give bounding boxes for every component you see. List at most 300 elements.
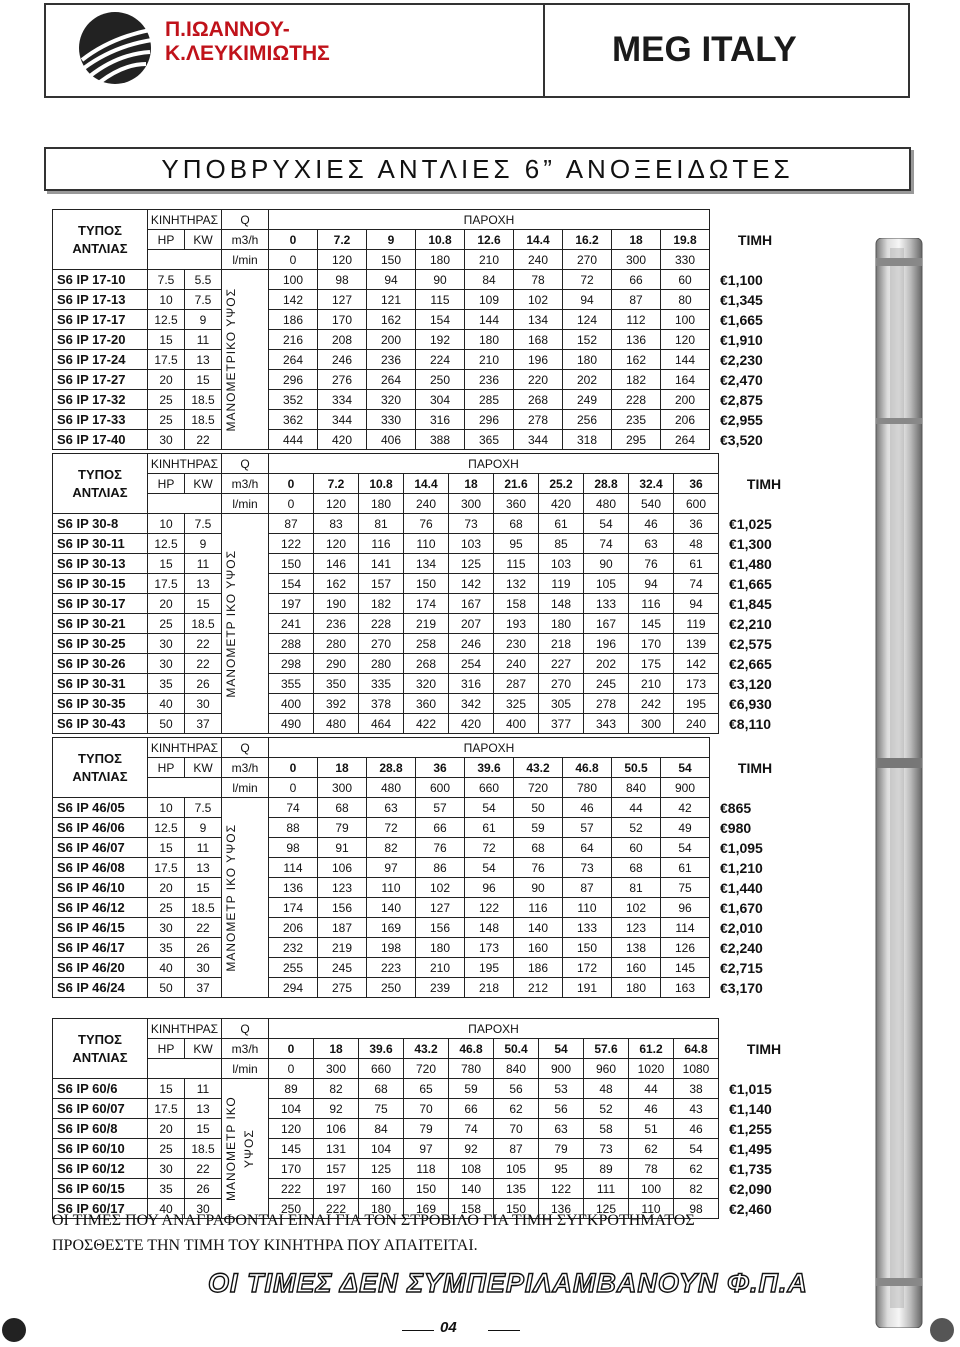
head-value: 174 xyxy=(404,594,449,614)
head-value: 270 xyxy=(539,674,584,694)
m3h-unit: m3/h xyxy=(222,474,269,494)
head-value: 258 xyxy=(404,634,449,654)
euro-icon: € xyxy=(720,431,728,448)
flow-lmin-value: 780 xyxy=(563,778,612,798)
head-value: 87 xyxy=(563,878,612,898)
head-value: 305 xyxy=(539,694,584,714)
head-value: 154 xyxy=(269,574,314,594)
head-value: 246 xyxy=(318,350,367,370)
head-value: 96 xyxy=(465,878,514,898)
hp-cell: 15 xyxy=(148,330,185,350)
table-row xyxy=(53,390,801,410)
head-value: 116 xyxy=(629,594,674,614)
price-cell xyxy=(710,390,801,410)
kw-cell: 9 xyxy=(185,818,222,838)
head-label: ΜΑΝΟΜΕΤΡΙΚΟ ΥΨΟΣ xyxy=(224,287,238,432)
head-label-cell xyxy=(222,270,269,450)
table-row xyxy=(53,898,801,918)
model-cell: S6 IP 30-35 xyxy=(53,694,148,714)
head-value: 100 xyxy=(629,1179,674,1199)
price-cell xyxy=(710,290,801,310)
head-value: 46 xyxy=(674,1119,719,1139)
table-row xyxy=(53,938,801,958)
price-value: 3,120 xyxy=(736,675,772,692)
head-value: 400 xyxy=(494,714,539,734)
price-cell xyxy=(710,878,801,898)
head-value: 64 xyxy=(563,838,612,858)
head-value: 94 xyxy=(563,290,612,310)
table-header-row xyxy=(53,210,801,230)
hp-header: HP xyxy=(148,1039,185,1059)
head-value: 256 xyxy=(563,410,612,430)
head-value: 167 xyxy=(449,594,494,614)
hp-cell: 40 xyxy=(148,1199,185,1219)
kw-cell: 13 xyxy=(185,858,222,878)
head-value: 197 xyxy=(269,594,314,614)
head-value: 170 xyxy=(269,1159,314,1179)
price-cell xyxy=(719,714,810,734)
flow-lmin-value: 300 xyxy=(449,494,494,514)
hp-cell: 35 xyxy=(148,938,185,958)
flow-m3h-value: 28.8 xyxy=(584,474,629,494)
head-value: 51 xyxy=(629,1119,674,1139)
head-value: 102 xyxy=(612,898,661,918)
blank-cell xyxy=(148,778,222,798)
price-cell xyxy=(710,938,801,958)
flow-lmin-value: 0 xyxy=(269,1059,314,1079)
type-header xyxy=(53,1019,148,1079)
head-value: 355 xyxy=(269,674,314,694)
head-value: 480 xyxy=(314,714,359,734)
head-value: 325 xyxy=(494,694,539,714)
q-header: Q xyxy=(222,454,269,474)
model-cell: S6 IP 30-26 xyxy=(53,654,148,674)
head-value: 53 xyxy=(539,1079,584,1099)
head-value: 68 xyxy=(494,514,539,534)
head-value: 180 xyxy=(612,978,661,998)
model-cell: S6 IP 46/06 xyxy=(53,818,148,838)
kw-header: KW xyxy=(185,230,222,250)
price-value: 2,230 xyxy=(727,351,763,368)
head-value: 145 xyxy=(269,1139,314,1159)
head-value: 264 xyxy=(661,430,710,450)
flow-m3h-value: 0 xyxy=(269,1039,314,1059)
price-cell xyxy=(710,350,801,370)
head-value: 295 xyxy=(612,430,661,450)
head-value: 86 xyxy=(416,858,465,878)
hp-cell: 10 xyxy=(148,290,185,310)
head-value: 230 xyxy=(494,634,539,654)
hp-cell: 20 xyxy=(148,878,185,898)
euro-icon: € xyxy=(729,1180,737,1197)
kw-cell: 9 xyxy=(185,534,222,554)
head-value: 73 xyxy=(563,858,612,878)
head-value: 191 xyxy=(563,978,612,998)
head-label: ΜΑΝΟΜΕΤΡ ΙΚΟ ΥΨΟΣ xyxy=(224,549,238,698)
head-value: 62 xyxy=(494,1099,539,1119)
flow-lmin-value: 0 xyxy=(269,494,314,514)
head-value: 46 xyxy=(629,514,674,534)
head-value: 276 xyxy=(318,370,367,390)
head-value: 240 xyxy=(674,714,719,734)
flow-header: ΠΑΡΟΧΗ xyxy=(269,210,710,230)
table-row xyxy=(53,514,810,534)
head-value: 48 xyxy=(584,1079,629,1099)
table-row xyxy=(53,1179,810,1199)
vat-note: ΟΙ ΤΙΜΕΣ ΔΕΝ ΣΥΜΠΕΡΙΛΑΜΒΑΝΟΥΝ Φ.Π.Α xyxy=(208,1268,808,1298)
pump-table-60 xyxy=(52,1018,809,1219)
head-value: 236 xyxy=(465,370,514,390)
lmin-unit: l/min xyxy=(222,1059,269,1079)
head-value: 108 xyxy=(449,1159,494,1179)
kw-header: KW xyxy=(185,474,222,494)
head-value: 222 xyxy=(314,1199,359,1219)
head-value: 119 xyxy=(674,614,719,634)
head-value: 74 xyxy=(449,1119,494,1139)
head-value: 285 xyxy=(465,390,514,410)
price-cell xyxy=(710,270,801,290)
head-value: 275 xyxy=(318,978,367,998)
kw-cell: 22 xyxy=(185,1159,222,1179)
head-value: 91 xyxy=(318,838,367,858)
head-value: 287 xyxy=(494,674,539,694)
head-value: 58 xyxy=(584,1119,629,1139)
head-value: 122 xyxy=(465,898,514,918)
head-value: 180 xyxy=(359,1199,404,1219)
head-value: 145 xyxy=(629,614,674,634)
head-value: 242 xyxy=(629,694,674,714)
head-value: 81 xyxy=(612,878,661,898)
motor-header: ΚΙΝΗΤΗΡΑΣ xyxy=(148,454,222,474)
head-value: 76 xyxy=(404,514,449,534)
head-value: 186 xyxy=(514,958,563,978)
head-value: 97 xyxy=(367,858,416,878)
model-cell: S6 IP 60/10 xyxy=(53,1139,148,1159)
price-value: 1,665 xyxy=(727,311,763,328)
head-value: 420 xyxy=(318,430,367,450)
kw-cell: 30 xyxy=(185,958,222,978)
m3h-unit: m3/h xyxy=(222,758,269,778)
head-value: 121 xyxy=(367,290,416,310)
hp-header: HP xyxy=(148,758,185,778)
head-value: 235 xyxy=(612,410,661,430)
head-value: 142 xyxy=(449,574,494,594)
motor-header: ΚΙΝΗΤΗΡΑΣ xyxy=(148,738,222,758)
head-value: 66 xyxy=(449,1099,494,1119)
head-value: 152 xyxy=(563,330,612,350)
head-value: 134 xyxy=(514,310,563,330)
table-row xyxy=(53,430,801,450)
table-header-row xyxy=(53,1039,810,1059)
head-value: 142 xyxy=(269,290,318,310)
head-value: 207 xyxy=(449,614,494,634)
hp-header: HP xyxy=(148,474,185,494)
price-value: 1,440 xyxy=(727,879,763,896)
price-value: 2,470 xyxy=(727,371,763,388)
head-value: 42 xyxy=(661,798,710,818)
head-value: 89 xyxy=(269,1079,314,1099)
model-cell: S6 IP 46/10 xyxy=(53,878,148,898)
euro-icon: € xyxy=(729,695,737,712)
price-cell xyxy=(710,310,801,330)
price-cell xyxy=(719,574,810,594)
hp-cell: 30 xyxy=(148,430,185,450)
type-label-line1: ΤΥΠΟΣ xyxy=(78,466,122,482)
type-header xyxy=(53,738,148,798)
head-value: 250 xyxy=(367,978,416,998)
head-value: 110 xyxy=(367,878,416,898)
head-label: ΜΑΝΟΜΕΤΡ ΙΚΟ ΥΨΟΣ xyxy=(224,823,238,972)
price-cell xyxy=(710,430,801,450)
type-label-line2: ΑΝΤΛΙΑΣ xyxy=(72,768,128,784)
kw-cell: 11 xyxy=(185,330,222,350)
flow-lmin-value: 240 xyxy=(514,250,563,270)
price-value: 2,210 xyxy=(736,615,772,632)
head-value: 160 xyxy=(514,938,563,958)
page-title: ΥΠΟΒΡΥΧΙΕΣ ΑΝΤΛΙΕΣ 6” ΑΝΟΞΕΙΔΩΤΕΣ xyxy=(161,154,794,184)
head-value: 110 xyxy=(404,534,449,554)
flow-m3h-value: 0 xyxy=(269,230,318,250)
head-value: 148 xyxy=(539,594,584,614)
head-value: 352 xyxy=(269,390,318,410)
head-value: 250 xyxy=(269,1199,314,1219)
flow-m3h-value: 18 xyxy=(314,1039,359,1059)
table-row xyxy=(53,674,810,694)
head-value: 150 xyxy=(563,938,612,958)
head-value: 154 xyxy=(416,310,465,330)
company-line1: Π.ΙΩΑΝΝΟΥ- xyxy=(165,18,290,41)
motor-header: ΚΙΝΗΤΗΡΑΣ xyxy=(148,1019,222,1039)
head-value: 162 xyxy=(314,574,359,594)
hp-header: HP xyxy=(148,230,185,250)
hp-cell: 17.5 xyxy=(148,1099,185,1119)
price-cell xyxy=(719,654,810,674)
price-value: 1,025 xyxy=(736,515,772,532)
hp-cell: 30 xyxy=(148,1159,185,1179)
hp-cell: 12.5 xyxy=(148,534,185,554)
head-value: 119 xyxy=(539,574,584,594)
price-cell xyxy=(719,594,810,614)
price-value: 1,140 xyxy=(736,1100,772,1117)
blank-cell xyxy=(148,1059,222,1079)
head-value: 206 xyxy=(661,410,710,430)
euro-icon: € xyxy=(720,411,728,428)
price-value: 1,665 xyxy=(736,575,772,592)
kw-cell: 26 xyxy=(185,1179,222,1199)
flow-m3h-value: 50.5 xyxy=(612,758,661,778)
head-value: 87 xyxy=(494,1139,539,1159)
footnote-line2: ΠΡΟΣΘΕΣΤΕ ΤΗΝ ΤΙΜΗ ΤΟΥ ΚΙΝΗΤΗΡΑ ΠΟΥ ΑΠΑΙΤΕΙΤΑΙ. xyxy=(52,1237,478,1254)
head-value: 48 xyxy=(674,534,719,554)
head-value: 278 xyxy=(514,410,563,430)
hp-cell: 40 xyxy=(148,958,185,978)
head-value: 60 xyxy=(661,270,710,290)
head-value: 84 xyxy=(465,270,514,290)
head-value: 49 xyxy=(661,818,710,838)
model-cell: S6 IP 46/05 xyxy=(53,798,148,818)
head-value: 61 xyxy=(661,858,710,878)
head-value: 156 xyxy=(318,898,367,918)
table-row xyxy=(53,290,801,310)
head-value: 54 xyxy=(584,514,629,534)
price-cell xyxy=(710,978,801,998)
head-value: 245 xyxy=(584,674,629,694)
price-value: 2,875 xyxy=(727,391,763,408)
kw-cell: 18.5 xyxy=(185,410,222,430)
head-value: 220 xyxy=(514,370,563,390)
head-value: 72 xyxy=(563,270,612,290)
head-value: 52 xyxy=(612,818,661,838)
flow-lmin-value: 150 xyxy=(367,250,416,270)
head-value: 73 xyxy=(449,514,494,534)
kw-header: KW xyxy=(185,1039,222,1059)
flow-lmin-value: 1080 xyxy=(674,1059,719,1079)
price-value: 1,495 xyxy=(736,1140,772,1157)
model-cell: S6 IP 46/20 xyxy=(53,958,148,978)
head-value: 280 xyxy=(314,634,359,654)
flow-m3h-value: 61.2 xyxy=(629,1039,674,1059)
head-value: 78 xyxy=(629,1159,674,1179)
euro-icon: € xyxy=(729,1200,737,1217)
head-value: 208 xyxy=(318,330,367,350)
table-header-row xyxy=(53,230,801,250)
head-value: 168 xyxy=(514,330,563,350)
head-value: 180 xyxy=(539,614,584,634)
flow-lmin-value: 960 xyxy=(584,1059,629,1079)
price-value: 3,520 xyxy=(727,431,763,448)
head-value: 68 xyxy=(318,798,367,818)
hp-cell: 25 xyxy=(148,390,185,410)
flow-lmin-value: 420 xyxy=(539,494,584,514)
price-header: ΤΙΜΗ xyxy=(737,759,773,776)
head-value: 240 xyxy=(494,654,539,674)
head-value: 195 xyxy=(465,958,514,978)
head-value: 94 xyxy=(367,270,416,290)
head-value: 131 xyxy=(314,1139,359,1159)
head-value: 92 xyxy=(449,1139,494,1159)
kw-cell: 5.5 xyxy=(185,270,222,290)
model-cell: S6 IP 30-43 xyxy=(53,714,148,734)
pump-table-17 xyxy=(52,209,800,450)
model-cell: S6 IP 46/08 xyxy=(53,858,148,878)
head-value: 222 xyxy=(269,1179,314,1199)
price-cell xyxy=(710,798,801,818)
head-value: 68 xyxy=(359,1079,404,1099)
price-value: 3,170 xyxy=(727,979,763,996)
head-value: 193 xyxy=(494,614,539,634)
model-cell: S6 IP 30-21 xyxy=(53,614,148,634)
head-value: 123 xyxy=(318,878,367,898)
model-cell: S6 IP 30-25 xyxy=(53,634,148,654)
head-value: 123 xyxy=(612,918,661,938)
title-box xyxy=(44,147,911,191)
kw-cell: 7.5 xyxy=(185,290,222,310)
kw-cell: 18.5 xyxy=(185,1139,222,1159)
hp-cell: 10 xyxy=(148,798,185,818)
price-cell xyxy=(710,410,801,430)
flow-m3h-value: 7.2 xyxy=(314,474,359,494)
kw-cell: 26 xyxy=(185,674,222,694)
price-cell xyxy=(710,818,801,838)
table-header-row xyxy=(53,494,810,514)
head-value: 140 xyxy=(367,898,416,918)
head-value: 318 xyxy=(563,430,612,450)
kw-cell: 22 xyxy=(185,634,222,654)
head-value: 103 xyxy=(539,554,584,574)
head-value: 36 xyxy=(674,514,719,534)
head-value: 96 xyxy=(661,898,710,918)
euro-icon: € xyxy=(729,535,737,552)
head-value: 66 xyxy=(612,270,661,290)
head-value: 109 xyxy=(465,290,514,310)
head-value: 198 xyxy=(367,938,416,958)
head-value: 79 xyxy=(539,1139,584,1159)
head-value: 290 xyxy=(314,654,359,674)
head-value: 57 xyxy=(563,818,612,838)
head-value: 105 xyxy=(584,574,629,594)
head-value: 87 xyxy=(612,290,661,310)
model-cell: S6 IP 60/12 xyxy=(53,1159,148,1179)
euro-icon: € xyxy=(720,331,728,348)
price-value: 1,300 xyxy=(736,535,772,552)
euro-icon: € xyxy=(720,271,728,288)
type-label-line2: ΑΝΤΛΙΑΣ xyxy=(72,484,128,500)
head-value: 288 xyxy=(269,634,314,654)
euro-icon: € xyxy=(729,575,737,592)
head-value: 79 xyxy=(404,1119,449,1139)
euro-icon: € xyxy=(720,351,728,368)
head-value: 422 xyxy=(404,714,449,734)
flow-m3h-value: 10.8 xyxy=(416,230,465,250)
kw-cell: 30 xyxy=(185,694,222,714)
footnote-line1: ΟΙ ΤΙΜΕΣ ΠΟΥ ΑΝΑΓΡΑΦΟΝΤΑΙ ΕΙΝΑΙ ΓΙΑ ΤΟΝ ΣΤΡΟΒΙΛΟ ΓΙΑ ΤΙΜΗ ΣΥΓΚΡΟΤΗΜΑΤΟΣ xyxy=(52,1212,695,1229)
head-value: 342 xyxy=(449,694,494,714)
table-row xyxy=(53,1079,810,1099)
table-row xyxy=(53,554,810,574)
head-value: 228 xyxy=(359,614,404,634)
hp-cell: 25 xyxy=(148,410,185,430)
flow-m3h-value: 14.4 xyxy=(514,230,563,250)
head-value: 210 xyxy=(629,674,674,694)
head-value: 392 xyxy=(314,694,359,714)
table-row xyxy=(53,818,801,838)
hp-cell: 20 xyxy=(148,370,185,390)
lmin-unit: l/min xyxy=(222,494,269,514)
table-header-row xyxy=(53,474,810,494)
flow-m3h-value: 43.2 xyxy=(404,1039,449,1059)
head-value: 144 xyxy=(465,310,514,330)
flow-lmin-value: 120 xyxy=(314,494,359,514)
table-row xyxy=(53,634,810,654)
head-value: 254 xyxy=(449,654,494,674)
head-value: 400 xyxy=(269,694,314,714)
table-header-row xyxy=(53,250,801,270)
euro-icon: € xyxy=(729,1120,737,1137)
price-value: 2,240 xyxy=(727,939,763,956)
head-value: 350 xyxy=(314,674,359,694)
head-value: 219 xyxy=(318,938,367,958)
flow-m3h-value: 46.8 xyxy=(563,758,612,778)
flow-m3h-value: 19.8 xyxy=(661,230,710,250)
head-value: 76 xyxy=(514,858,563,878)
kw-cell: 7.5 xyxy=(185,798,222,818)
kw-cell: 37 xyxy=(185,714,222,734)
head-value: 98 xyxy=(674,1199,719,1219)
head-value: 296 xyxy=(269,370,318,390)
head-value: 90 xyxy=(514,878,563,898)
head-value: 145 xyxy=(661,958,710,978)
price-cell xyxy=(719,1139,810,1159)
